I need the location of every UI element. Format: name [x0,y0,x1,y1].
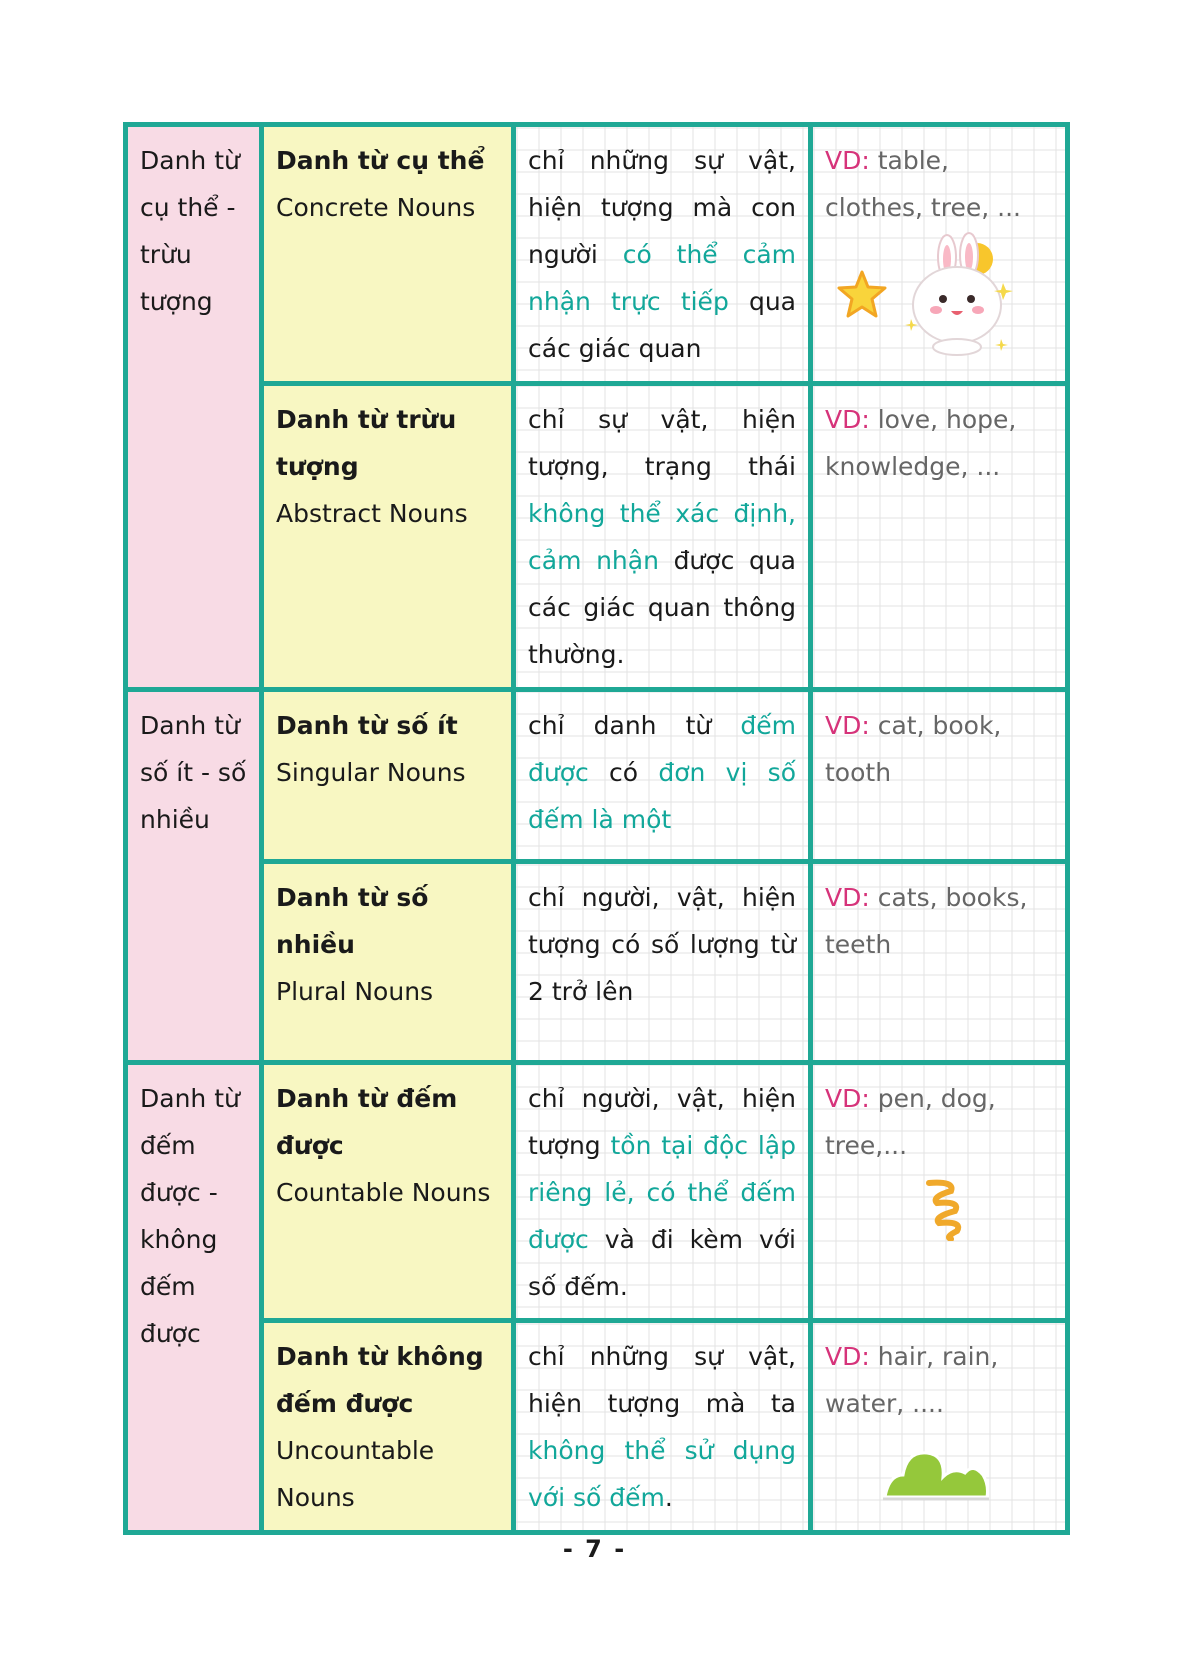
definition-text: chỉ người, vật, hiện tượng [528,1083,796,1160]
noun-name-vi: Danh từ không đếm được [276,1342,484,1419]
example-text: cats, books, teeth [825,883,1028,960]
definition-highlight: tồn tại độc lập riêng lẻ, có thể đếm được [528,1130,796,1254]
noun-name-en: Countable Nouns [276,1177,491,1207]
category-label: Danh từ số ít - số nhiều [140,710,247,834]
page-number: - 7 - [562,1535,627,1563]
noun-name-vi: Danh từ đếm được [276,1083,458,1160]
noun-name-vi: Danh từ trừu tượng [276,404,457,481]
noun-name-vi: Danh từ số ít [276,710,458,740]
definition-cell [514,862,811,1063]
noun-name-en: Concrete Nouns [276,193,476,222]
table-row [126,1062,1068,1321]
example-prefix: VD: [825,146,870,175]
definition-cell [514,1062,811,1321]
star-icon [835,269,889,321]
example-prefix: VD: [825,883,870,913]
noun-name-cell [262,1321,514,1533]
noun-name-cell [262,1062,514,1321]
bunny-mascot-icon [903,223,1015,361]
definition-highlight: không thể sử dụng với số đếm [528,1436,796,1513]
definition-highlight: không thể xác định, cảm nhận [528,498,796,575]
category-label: Danh từ cụ thể - trừu tượng [140,146,240,316]
noun-name-cell [262,383,514,689]
noun-name-vi: Danh từ cụ thể [276,146,485,175]
example-cell [811,383,1068,689]
spring-coil-icon [921,1177,969,1241]
example-prefix: VD: [825,1083,870,1113]
table-row [126,1321,1068,1533]
noun-name-en: Uncountable Nouns [276,1436,435,1513]
definition-cell [514,1321,811,1533]
example-cell [811,689,1068,861]
definition-text: chỉ những sự vật, hiện tượng mà con người [528,146,796,269]
example-text: hair, rain, water, .... [825,1342,999,1419]
category-cell [126,689,262,1062]
noun-name-en: Plural Nouns [276,977,434,1007]
example-prefix: VD: [825,1342,870,1372]
example-cell [811,1062,1068,1321]
definition-highlight: đơn vị số đếm là một [528,757,797,834]
table-row [126,383,1068,689]
definition-text: . [664,1483,673,1513]
definition-text: qua các giác quan [528,287,796,363]
noun-name-cell [262,862,514,1063]
category-cell [126,1062,262,1532]
definition-text: chỉ những sự vật, hiện tượng mà ta [528,1342,796,1419]
noun-name-vi: Danh từ số nhiều [276,883,429,960]
definition-text: chỉ danh từ [528,710,741,740]
green-bush-icon [881,1445,991,1501]
example-cell [811,125,1068,384]
definition-cell [514,689,811,861]
example-text: love, hope, knowledge, ... [825,404,1017,481]
definition-text: chỉ người, vật, hiện tượng có số lượng từ 2 trở lên [528,883,796,1007]
example-prefix: VD: [825,404,870,434]
definition-text: có [588,757,659,787]
definition-text: chỉ sự vật, hiện tượng, trạng thái [528,404,796,481]
definition-text: được qua các giác quan thông thường. [528,545,796,669]
definition-highlight: đếm được [528,710,796,787]
example-text: cat, book, tooth [825,710,1002,787]
definition-highlight: có thể cảm nhận trực tiếp [528,240,796,316]
noun-name-en: Singular Nouns [276,757,466,787]
noun-types-table [123,122,1070,1535]
definition-cell [514,383,811,689]
table-row [126,689,1068,861]
table-row [126,862,1068,1063]
definition-text: và đi kèm với số đếm. [528,1224,796,1301]
category-cell [126,125,262,690]
example-text: pen, dog, tree,... [825,1083,996,1160]
example-cell [811,1321,1068,1533]
noun-name-cell [262,125,514,384]
example-prefix: VD: [825,710,870,740]
example-text: table, clothes, tree, ... [825,146,1021,222]
noun-name-en: Abstract Nouns [276,498,468,528]
example-cell [811,862,1068,1063]
definition-cell [514,125,811,384]
category-label: Danh từ đếm được - không đếm được [140,1083,240,1348]
noun-name-cell [262,689,514,861]
table-row [126,125,1068,384]
